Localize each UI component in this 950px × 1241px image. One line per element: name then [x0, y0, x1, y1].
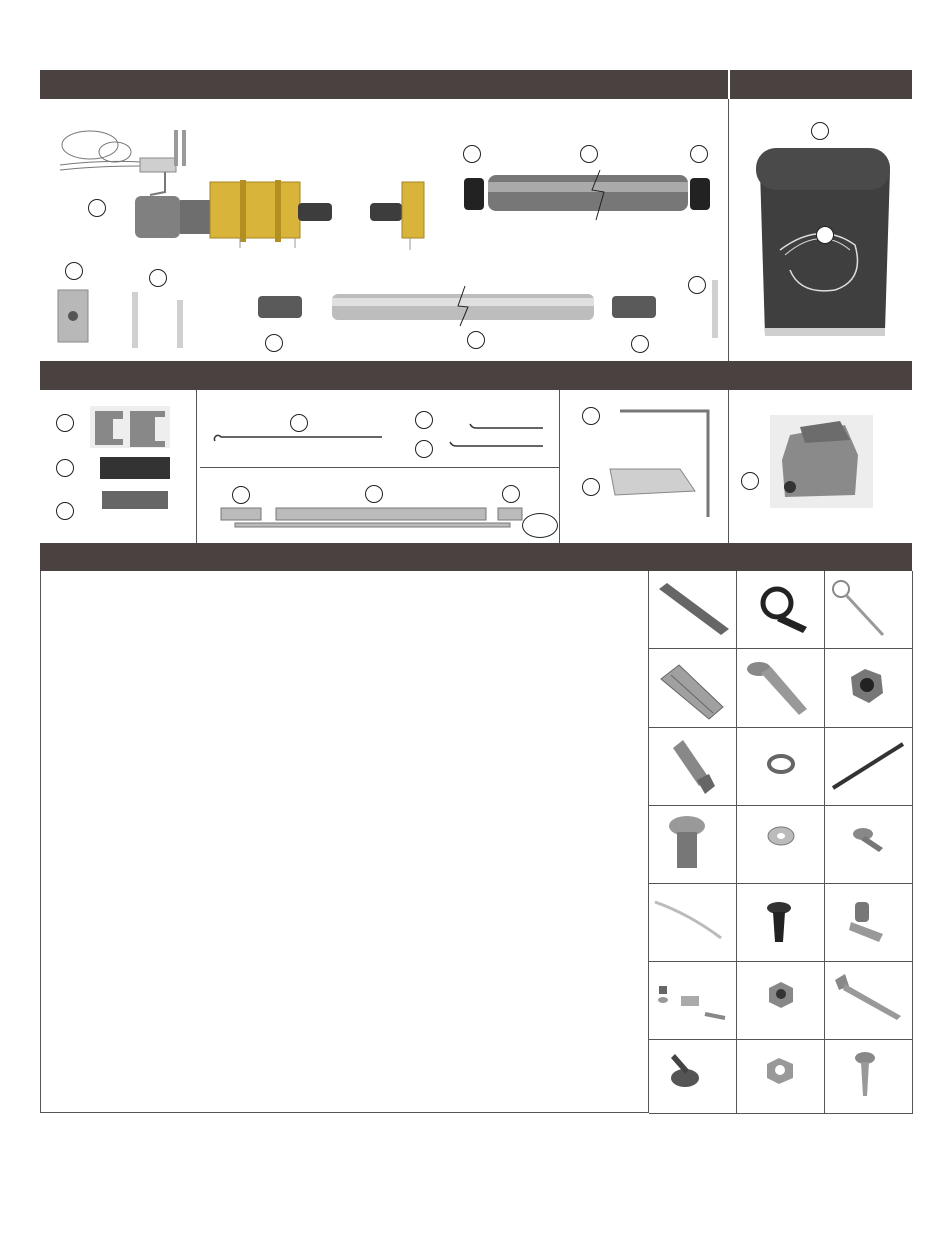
hex-key-icon: [620, 411, 708, 517]
callout-oval: [522, 513, 558, 538]
rope-hook-icon: [214, 424, 543, 446]
divider: [728, 390, 729, 543]
callout-circle: [265, 334, 283, 352]
callout-circle: [415, 411, 433, 429]
callout-circle: [463, 145, 481, 163]
anchor-sleeve-icon: [661, 665, 723, 719]
end-bracket-icon: [712, 280, 718, 338]
rail-segment-icon: [498, 508, 522, 520]
key-switch-icon: [58, 290, 88, 342]
components-illustration: [40, 100, 728, 360]
callout-circle: [502, 485, 520, 503]
flat-washer-icon: [768, 827, 794, 845]
wood-screw-icon: [855, 1052, 875, 1096]
lock-nut-icon: [851, 669, 883, 703]
rod-icon: [833, 744, 903, 788]
hardware-cell: [825, 962, 913, 1040]
control-box-icon: [140, 130, 186, 195]
callout-circle: [56, 502, 74, 520]
callout-circle: [811, 122, 829, 140]
hardware-cell: [825, 649, 913, 728]
lag-screw-icon: [835, 974, 901, 1020]
hardware-cell: [649, 728, 737, 806]
track-bracket-icon: [102, 491, 168, 509]
carriage-bolt-icon: [747, 662, 807, 715]
section-header-track: [40, 361, 912, 390]
hardware-cell: [737, 806, 825, 884]
callout-circle: [290, 414, 308, 432]
section-header-cover: [730, 70, 912, 99]
nylon-nut-icon: [767, 1058, 793, 1084]
callout-circle: [582, 407, 600, 425]
hardware-cell: [649, 884, 737, 962]
callout-circle: [415, 440, 433, 458]
callout-circle: [65, 262, 83, 280]
rail-segment-icon: [221, 508, 261, 520]
callout-circle: [582, 478, 600, 496]
hardware-cell: [649, 649, 737, 728]
lock-washer-icon: [769, 756, 793, 772]
callout-circle: [580, 145, 598, 163]
callout-circle: [631, 335, 649, 353]
ground-lug-icon: [849, 902, 883, 942]
cable-tie-icon: [655, 902, 721, 938]
callout-circle: [88, 199, 106, 217]
hex-nut-icon: [769, 982, 793, 1008]
angle-bracket-icon: [132, 292, 183, 348]
washer-head-screw-icon: [671, 1054, 699, 1087]
cover-pump-icon: [770, 415, 873, 508]
callout-circle: [365, 485, 383, 503]
hardware-cell: [649, 962, 737, 1040]
idler-assembly-icon: [370, 182, 424, 250]
rail-segment-icon: [276, 508, 486, 520]
hardware-cell: [825, 571, 913, 649]
section-header-components: [40, 70, 728, 99]
hardware-cell: [649, 571, 737, 649]
hardware-cell: [737, 962, 825, 1040]
eye-pin-icon: [833, 581, 883, 635]
hardware-cell: [737, 649, 825, 728]
flat-bar-icon: [659, 583, 729, 635]
track-slider-icon: [100, 457, 170, 479]
track-bolt-kit-icon: [658, 986, 725, 1018]
callout-circle: [232, 486, 250, 504]
track-parts-illustration: [40, 391, 728, 543]
hardware-cell: [737, 1040, 825, 1114]
hardware-cell: [649, 1040, 737, 1114]
hex-bolt-icon: [673, 740, 715, 794]
hardware-cell: [649, 806, 737, 884]
wire-harness-icon: [60, 131, 150, 170]
callout-circle: [741, 472, 759, 490]
callout-circle: [690, 145, 708, 163]
mounting-plate-icon: [610, 469, 695, 495]
hardware-cell: [825, 1040, 913, 1114]
callout-circle: [467, 331, 485, 349]
pan-screw-icon: [853, 828, 883, 852]
roll-tube-icon: [464, 170, 710, 220]
machine-screw-icon: [669, 816, 705, 868]
hardware-cell: [737, 571, 825, 649]
section-header-hardware: [40, 543, 912, 571]
track-extrusion-icon: [90, 406, 170, 448]
callout-circle: [816, 226, 834, 244]
callout-circle: [688, 276, 706, 294]
callout-circle: [149, 269, 167, 287]
hardware-grid: [649, 571, 912, 1113]
hardware-cell: [737, 728, 825, 806]
callout-circle: [56, 459, 74, 477]
hardware-cell: [825, 728, 913, 806]
cable-clamp-icon: [763, 589, 807, 633]
hardware-cell: [825, 884, 913, 962]
hardware-cell: [737, 884, 825, 962]
hardware-cell: [825, 806, 913, 884]
callout-circle: [56, 414, 74, 432]
pulley-tube-icon: [258, 286, 656, 326]
rail-strip-icon: [235, 523, 510, 527]
self-drilling-screw-icon: [767, 902, 791, 942]
divider: [728, 99, 729, 361]
